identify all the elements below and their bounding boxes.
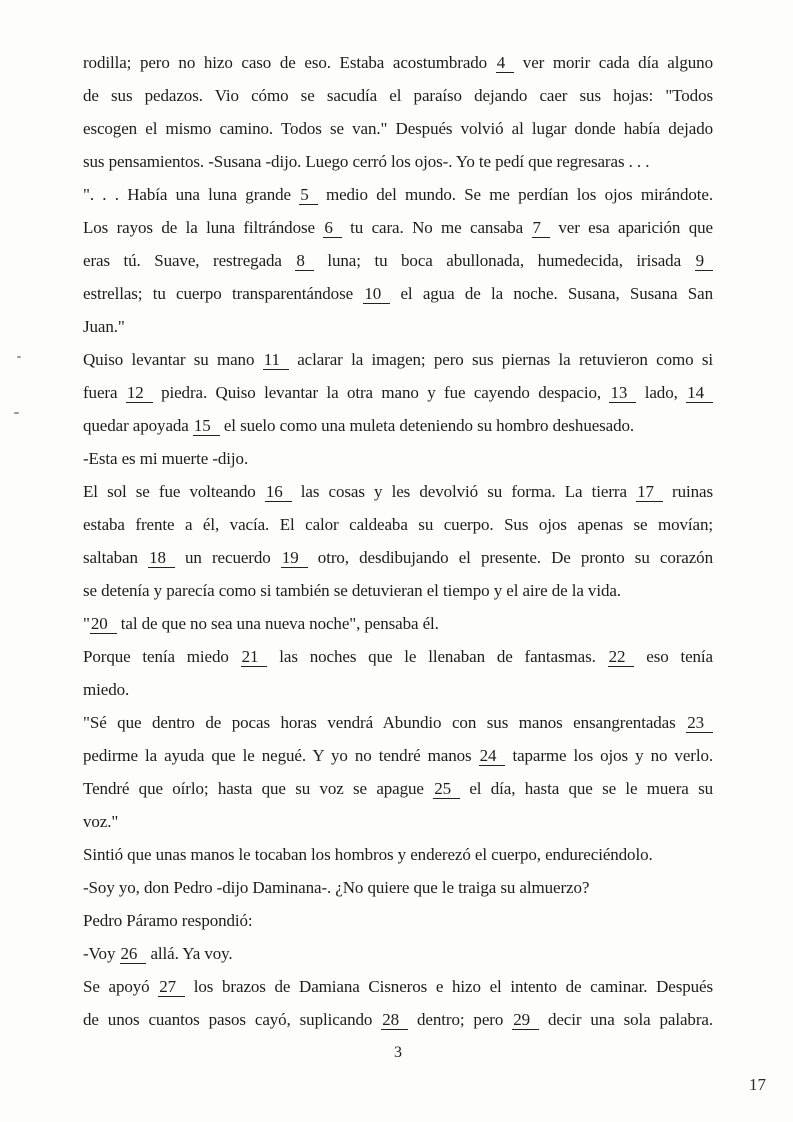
blank-25: 25 [433,780,460,799]
text-line: quedar apoyada 15 el suelo como una muleta deteniendo su hombro deshuesado. [83,416,635,435]
blank-9: 9 [695,252,713,271]
text-line: Juan." [83,317,125,336]
text-line: voz." [83,812,119,831]
blank-20: 20 [90,615,117,634]
blank-17: 17 [636,483,663,502]
text-line: se detenía y parecía como si también se detuvieran el tiempo y el aire de la vida. [83,581,621,600]
blank-7: 7 [532,219,550,238]
text-line: Se apoyó 27 los brazos de Damiana Cisneros e hizo el intento de caminar. Después [83,977,713,996]
footer-page-number: 3 [394,1044,402,1061]
text-line: Sintió que unas manos le tocaban los hombros y enderezó el cuerpo, endureciéndolo. [83,845,653,864]
text-line: Porque tenía miedo 21 las noches que le llenaban de fantasmas. 22 eso tenía [83,647,713,666]
text-line: Tendré que oírlo; hasta que su voz se apague 25 el día, hasta que se le muera su [83,779,713,798]
text-line: miedo. [83,680,130,699]
text-line: rodilla; pero no hizo caso de eso. Estaba acostumbrado 4 ver morir cada día alguno [83,53,713,72]
blank-22: 22 [608,648,635,667]
blank-5: 5 [299,186,317,205]
blank-4: 4 [496,54,514,73]
blank-19: 19 [281,549,308,568]
scan-speckle [14,412,19,414]
text-line: fuera 12 piedra. Quiso levantar la otra mano y fue cayendo despacio, 13 lado, 14 [83,376,713,409]
blank-16: 16 [265,483,292,502]
text-line: -Soy yo, don Pedro -dijo Daminana-. ¿No quiere que le traiga su almuerzo? [83,878,590,897]
text-line: estaba frente a él, vacía. El calor caldeaba su cuerpo. Sus ojos apenas se movían; [83,515,713,534]
scan-speckle [17,356,21,358]
blank-23: 23 [686,714,713,733]
text-line: El sol se fue volteando 16 las cosas y les devolvió su forma. La tierra 17 ruinas [83,482,713,501]
blank-28: 28 [381,1011,408,1030]
blank-11: 11 [263,351,289,370]
text-line: de sus pedazos. Vio cómo se sacudía el paraíso dejando caer sus hojas: "Todos [83,86,713,105]
blank-26: 26 [120,945,147,964]
text-line: de unos cuantos pasos cayó, suplicando 28 dentro; pero 29 decir una sola palabra. [83,1010,713,1029]
text-line: -Esta es mi muerte -dijo. [83,449,249,468]
blank-27: 27 [158,978,185,997]
corner-page-number: 17 [749,1075,766,1094]
blank-8: 8 [295,252,313,271]
blank-29: 29 [512,1011,539,1030]
text-line: estrellas; tu cuerpo transparentándose 10 el agua de la noche. Susana, Susana San [83,284,713,303]
blank-15: 15 [193,417,220,436]
blank-21: 21 [241,648,268,667]
text-line: Quiso levantar su mano 11 aclarar la imagen; pero sus piernas la retuvieron como si [83,350,713,369]
blank-13: 13 [609,384,636,403]
text-line: sus pensamientos. -Susana -dijo. Luego cerró los ojos-. Yo te pedí que regresaras . . . [83,152,650,171]
blank-6: 6 [323,219,341,238]
text-line: saltaban 18 un recuerdo 19 otro, desdibujando el presente. De pronto su corazón [83,548,713,567]
blank-24: 24 [479,747,506,766]
text-block [83,46,713,1036]
text-line: escogen el mismo camino. Todos se van." Después volvió al lugar donde había dejado [83,119,713,138]
blank-14: 14 [686,384,713,403]
text-line: Los rayos de la luna filtrándose 6 tu cara. No me cansaba 7 ver esa aparición que [83,218,713,237]
text-line: "20 tal de que no sea una nueva noche", pensaba él. [83,614,439,633]
text-line: eras tú. Suave, restregada 8 luna; tu boca abullonada, humedecida, irisada 9 [83,244,713,277]
blank-10: 10 [363,285,390,304]
text-line: Pedro Páramo respondió: [83,911,253,930]
blank-12: 12 [126,384,153,403]
text-line: -Voy 26 allá. Ya voy. [83,944,233,963]
text-line: ". . . Había una luna grande 5 medio del mundo. Se me perdían los ojos mirándote. [83,185,713,204]
text-line: "Sé que dentro de pocas horas vendrá Abundio con sus manos ensangrentadas 23 [83,706,713,739]
text-line: pedirme la ayuda que le negué. Y yo no tendré manos 24 taparme los ojos y no verlo. [83,746,714,765]
blank-18: 18 [148,549,175,568]
